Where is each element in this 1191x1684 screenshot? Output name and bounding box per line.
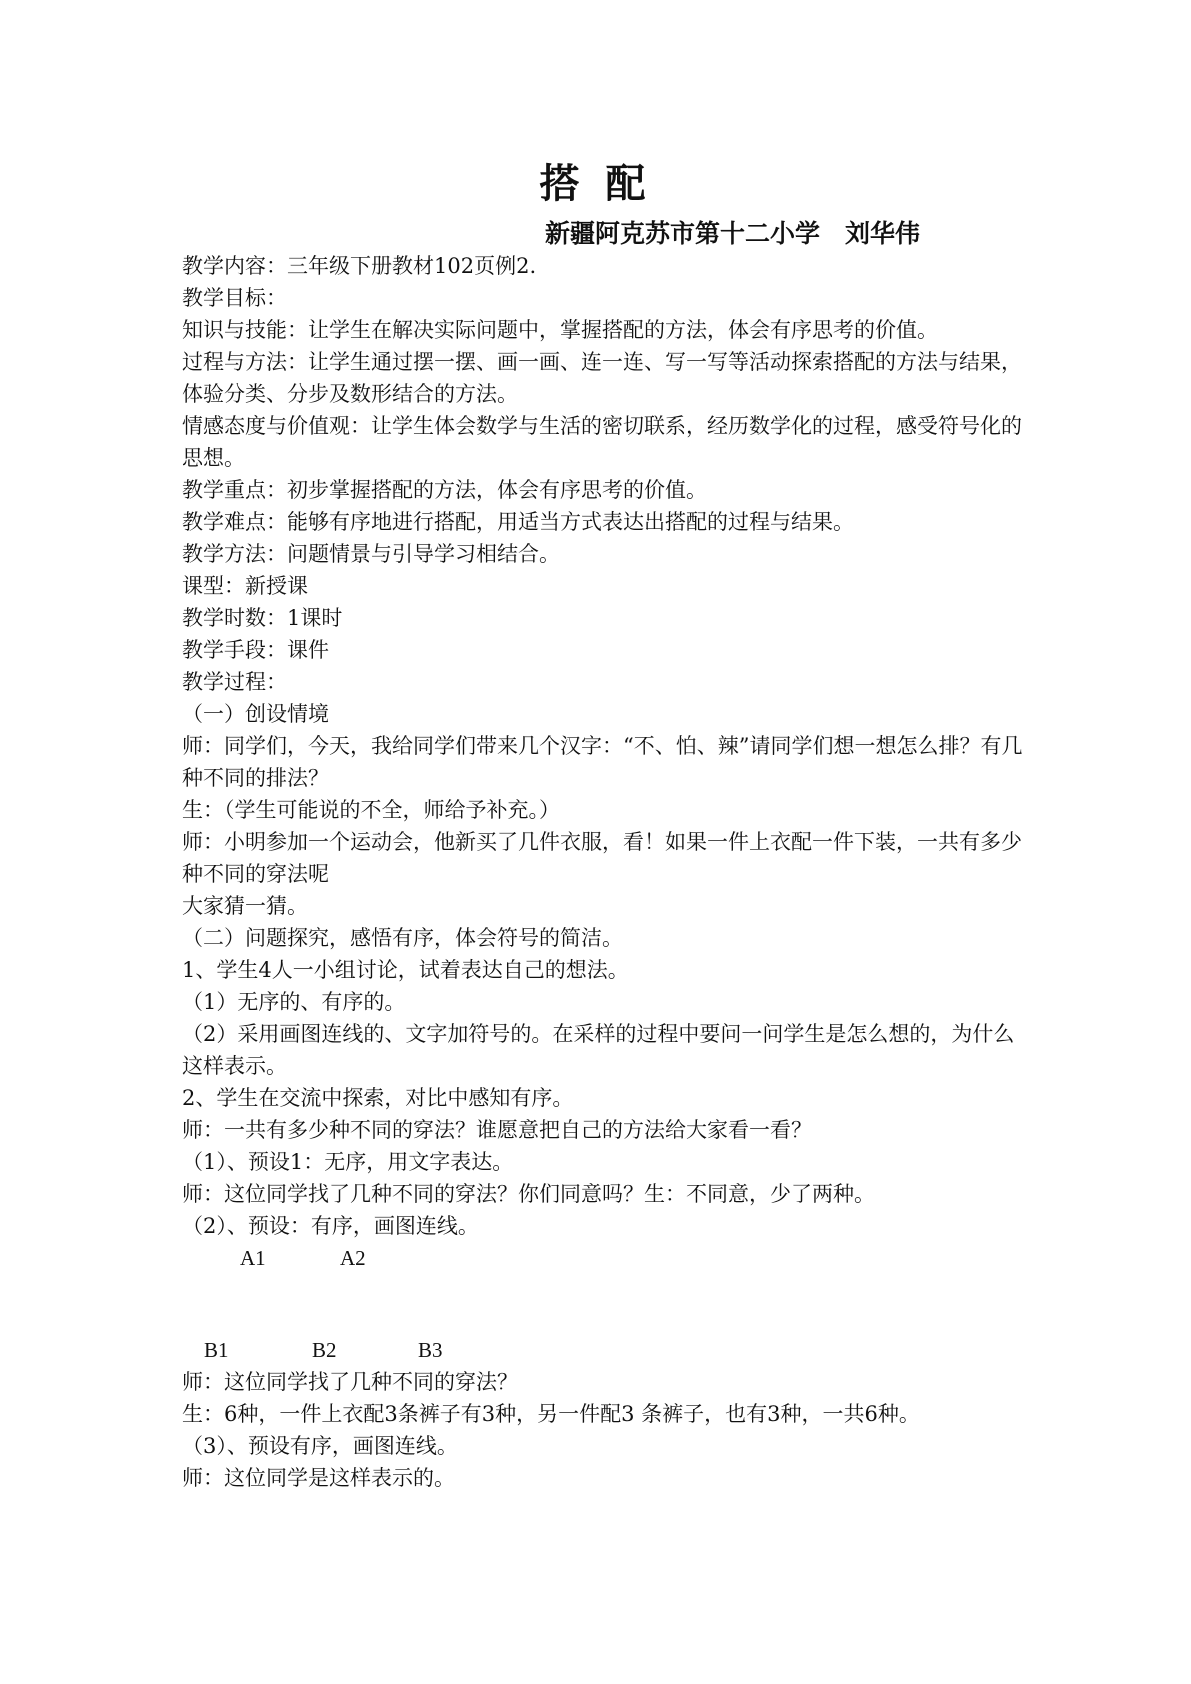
text-line: 课型：新授课 (182, 574, 308, 598)
diagram-node-b1: B1 (204, 1338, 229, 1362)
text-line: 教学内容：三年级下册教材102页例2. (182, 254, 537, 278)
diagram-bottom-row (182, 1334, 1032, 1366)
text-line: 生：6种，一件上衣配3条裤子有3种，另一件配3 条裤子，也有3种，一共6种。 (182, 1402, 920, 1426)
text-line: 师：小明参加一个运动会，他新买了几件衣服，看！如果一件上衣配一件下装，一共有多少种不同的穿法呢 (182, 830, 1022, 886)
text-line: 教学时数：1课时 (182, 606, 343, 630)
text-line: 师：同学们，今天，我给同学们带来几个汉字：“不、怕、辣”请同学们想一想怎么排？有几种不同的排法？ (182, 734, 1023, 790)
text-line: 情感态度与价值观：让学生体会数学与生活的密切联系，经历数学化的过程，感受符号化的思想。 (182, 414, 1022, 470)
text-line: （2）采用画图连线的、文字加符号的。在采样的过程中要问一问学生是怎么想的，为什么这样表示。 (182, 1022, 1015, 1078)
text-line: 教学过程： (182, 670, 287, 694)
document-body (182, 250, 1032, 1494)
text-line: 教学方法：问题情景与引导学习相结合。 (182, 542, 560, 566)
author-line: 新疆阿克苏市第十二小学 刘华伟 (545, 219, 921, 248)
text-line: （1）无序的、有序的。 (182, 990, 406, 1014)
text-line: 1、学生4人一小组讨论，试着表达自己的想法。 (182, 958, 629, 982)
diagram-node-a2: A2 (340, 1246, 366, 1270)
text-line: 知识与技能：让学生在解决实际问题中，掌握搭配的方法，体会有序思考的价值。 (182, 318, 938, 342)
diagram-node-b3: B3 (418, 1338, 443, 1362)
text-line: 教学难点：能够有序地进行搭配，用适当方式表达出搭配的过程与结果。 (182, 510, 854, 534)
text-line: 师：一共有多少种不同的穿法？谁愿意把自己的方法给大家看一看？ (182, 1118, 812, 1142)
diagram-blank-area (182, 1274, 1032, 1334)
text-line: （1）、预设1：无序，用文字表达。 (182, 1150, 514, 1174)
text-line: 师：这位同学找了几种不同的穿法？你们同意吗？生：不同意，少了两种。 (182, 1182, 875, 1206)
text-line: （2）、预设：有序，画图连线。 (182, 1214, 479, 1238)
diagram-top-row (182, 1242, 1032, 1274)
diagram-node-b2: B2 (312, 1338, 337, 1362)
discussion-section (182, 1366, 1032, 1494)
text-line: 师：这位同学是这样表示的。 (182, 1466, 455, 1490)
text-line: （3）、预设有序，画图连线。 (182, 1434, 458, 1458)
text-line: 2、学生在交流中探索，对比中感知有序。 (182, 1086, 574, 1110)
text-line: 过程与方法：让学生通过摆一摆、画一画、连一连、写一写等活动探索搭配的方法与结果，体验分类、分步及数形结合的方法。 (182, 350, 1022, 406)
text-line: （一）创设情境 (182, 702, 329, 726)
text-line: 生：（学生可能说的不全，师给予补充。） (182, 798, 560, 822)
text-line: 大家猜一猜。 (182, 894, 308, 918)
diagram-node-a1: A1 (240, 1246, 266, 1270)
text-line: 教学手段：课件 (182, 638, 329, 662)
text-line: 师：这位同学找了几种不同的穿法？ (182, 1370, 518, 1394)
text-line: 教学目标： (182, 286, 287, 310)
text-line: 教学重点：初步掌握搭配的方法，体会有序思考的价值。 (182, 478, 707, 502)
text-line: （二）问题探究，感悟有序，体会符号的简洁。 (182, 926, 623, 950)
document-title: 搭 配 (539, 160, 652, 207)
lesson-plan-section (182, 250, 1032, 1242)
